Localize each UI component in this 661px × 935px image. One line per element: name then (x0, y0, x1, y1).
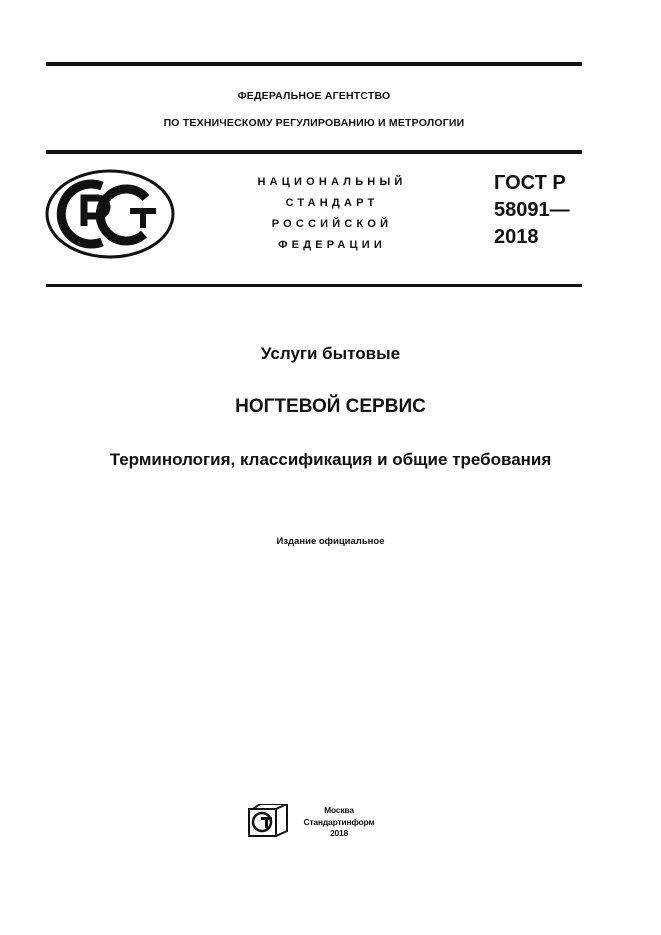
standard-line-3: РОССИЙСКОЙ (271, 218, 393, 230)
standard-line-1: НАЦИОНАЛЬНЫЙ (257, 176, 407, 188)
standartinform-logo-icon (248, 804, 288, 838)
gost-line-1: ГОСТ Р (494, 172, 566, 194)
gost-line-2: 58091— (494, 199, 570, 221)
rst-certification-mark-icon (44, 168, 176, 260)
publisher-info (296, 805, 382, 840)
standard-line-2: СТАНДАРТ (285, 197, 379, 209)
standard-line-4: ФЕДЕРАЦИИ (278, 239, 386, 251)
bottom-rule (46, 284, 582, 287)
publisher-name: Стандартинформ (303, 816, 375, 827)
document-description: Терминология, классификация и общие требования (109, 450, 552, 469)
agency-name-line-1: ФЕДЕРАЛЬНОЕ АГЕНТСТВО (237, 90, 391, 102)
document-title: НОГТЕВОЙ СЕРВИС (235, 396, 426, 417)
top-rule (46, 62, 582, 66)
gost-designation (494, 170, 570, 251)
publisher-city: Москва (324, 805, 354, 815)
middle-rule (46, 150, 582, 154)
edition-label: Издание официальное (276, 536, 385, 547)
agency-name-line-2: ПО ТЕХНИЧЕСКОМУ РЕГУЛИРОВАНИЮ И МЕТРОЛОГИИ (163, 117, 465, 129)
gost-line-3: 2018 (494, 226, 539, 248)
national-standard-label (232, 172, 432, 256)
document-subtitle: Услуги бытовые (260, 344, 401, 363)
publisher-year: 2018 (329, 828, 349, 838)
